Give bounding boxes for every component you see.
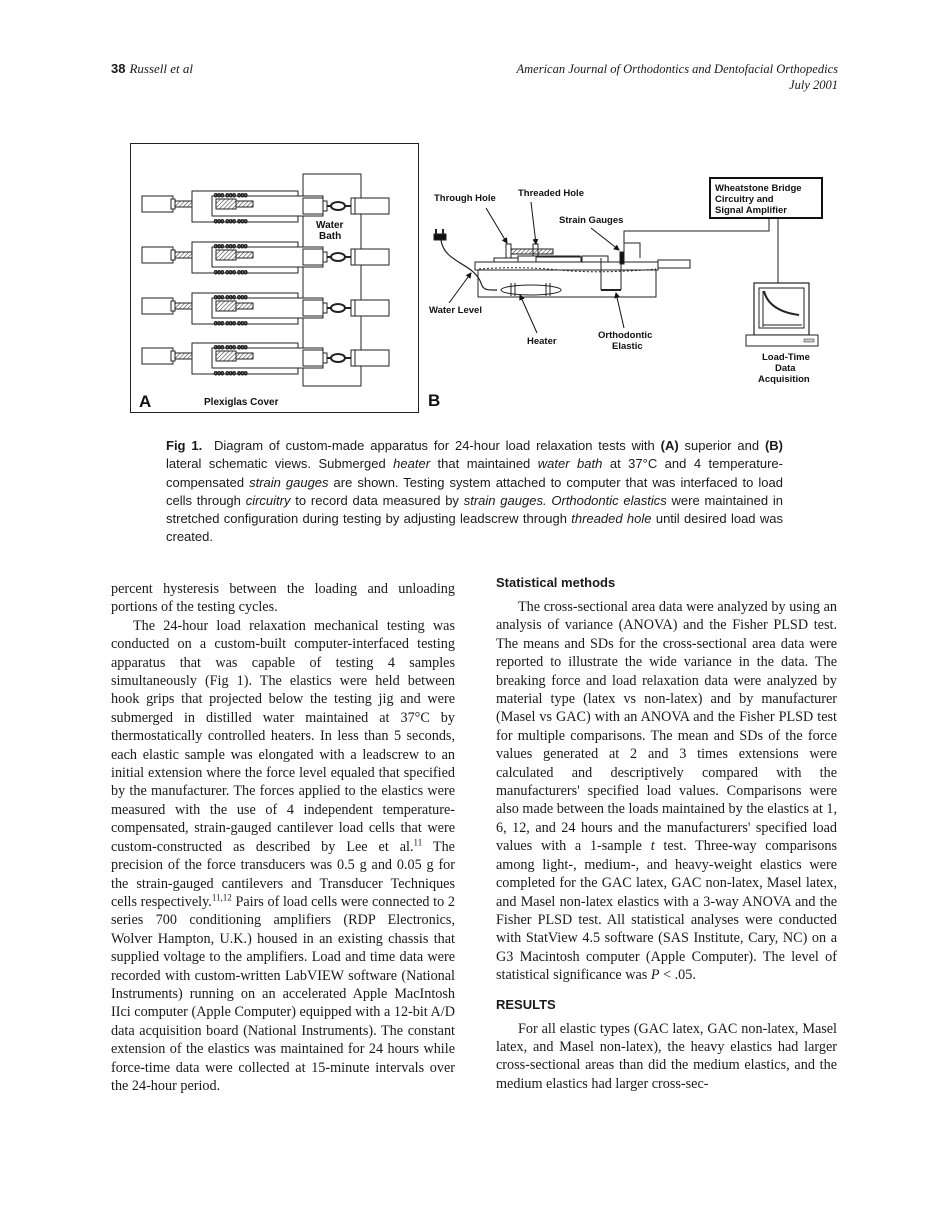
paragraph-text: The precision of the force transducers was 0.5 g and 0.05 g for the strain-gauged cantilevers and Transducer Techniques cells respectively. bbox=[111, 838, 455, 910]
water-bath-label-2: Bath bbox=[319, 231, 342, 242]
bridge-label-3: Signal Amplifier bbox=[715, 205, 787, 216]
daq-label-1: Load-Time bbox=[762, 352, 810, 363]
running-header-right bbox=[517, 61, 839, 93]
daq-label-3: Acquisition bbox=[758, 374, 810, 385]
heater-label: Heater bbox=[527, 336, 557, 347]
through-hole-label: Through Hole bbox=[434, 193, 496, 204]
daq-label-2: Data bbox=[775, 363, 796, 374]
caption-text: Diagram of custom-made apparatus for 24-hour load relaxation tests with bbox=[213, 438, 655, 453]
paragraph-load-relaxation bbox=[111, 617, 455, 1096]
caption-panel-b-ref: (B) bbox=[764, 438, 783, 453]
paragraph-text: The cross-sectional area data were analyzed by using an analysis of variance (ANOVA) and the Fisher PLSD test. The means and SDs for the cross-sectional area data were reported to illustrate the wide variance in the data. The breaking force and load relaxation data were analyzed by material type (latex vs non-latex) and by manufacturer (Masel vs GAC) with an ANOVA and the Fisher PLSD test for multiple comparisons. The mean and SDs of the force values generated at 2 and 3 times extensions were calculated and descriptively compared with the manufacturers' specified load values. Comparisons were also made between the loads maintained by the elastics at 1, 6, 12, and 24 hours and the manufacturers' specified load values with a 1-sample bbox=[496, 599, 837, 855]
orthodontic-elastic-label-1: Orthodontic bbox=[598, 330, 653, 341]
caption-panel-a-ref: (A) bbox=[660, 438, 679, 453]
authors: Russell et al bbox=[129, 61, 194, 76]
lateral-view-diagram bbox=[419, 143, 849, 413]
figure-label: Fig 1. bbox=[166, 438, 203, 453]
paragraph-text: The 24-hour load relaxation mechanical testing was conducted on a custom-built computer-interfaced testing apparatus that was capable of testing 4 samples simultaneously (Fig 1). The elastics were held between hook grips that projected below the testing jig and were submerged in distilled water maintained at 37°C by thermostatically controlled heaters. In less than 5 seconds, each elastic sample was elongated with a leadscrew to an initial extension where the force level equaled that specified by the manufacturer. The forces applied to the elastics were measured with the use of 4 independent temperature-compensated, strain-gauged cantilever load cells that were custom-constructed as described by Lee et al. bbox=[111, 617, 455, 855]
water-bath-label-1: Water bbox=[316, 220, 344, 231]
caption-text: to record data measured by bbox=[295, 492, 459, 508]
paragraph-text: test. Three-way comparisons among light-, medium-, and heavy-weight elastics were completed for the GAC latex, GAC non-latex, Masel latex, and Masel non-latex elastics with a 3-way ANOVA and the Fisher PLSD test. All statistical analyses were conducted with StatView 4.5 software (SAS Institute, Cary, NC) on a G3 Macintosh computer (Apple Computer). The level of statistical significance was bbox=[496, 838, 837, 984]
caption-term: threaded hole bbox=[571, 511, 652, 527]
threaded-hole-label: Threaded Hole bbox=[518, 188, 584, 199]
water-level-label: Water Level bbox=[429, 305, 482, 316]
paragraph-text: Pairs of load cells were connected to 2 series 700 conditioning amplifiers (RDP Electronics, Wolver Hampton, U.K.) housed in an existing chassis that supplied voltage to the amplifiers. Load and time data were recorded with custom-written LabVIEW software (National Instruments) running on an accelerated Apple MacIntosh IIci computer (Apple Computer) equipped with a 12-bit A/D data acquisition board (National Instruments). The constant extension of the elastics was maintained for 24 hours while force-time data were collected at 15-minute intervals over the 24-hour period. bbox=[111, 893, 455, 1094]
paragraph-statistical-methods bbox=[496, 598, 837, 985]
figure-caption bbox=[166, 437, 783, 547]
bridge-label-1: Wheatstone Bridge bbox=[715, 183, 802, 194]
plexiglas-cover-label: Plexiglas Cover bbox=[204, 397, 279, 408]
running-header-left bbox=[111, 61, 193, 77]
caption-term: strain gauges bbox=[249, 474, 329, 490]
caption-text: are shown. Testing system attached to computer that was interfaced to load cells through bbox=[166, 474, 783, 508]
computer-icon bbox=[746, 283, 818, 346]
caption-text: that maintained bbox=[437, 456, 531, 472]
body-column-left bbox=[111, 580, 455, 1095]
panel-a-letter: A bbox=[139, 392, 152, 411]
figure-panel-b bbox=[419, 143, 849, 413]
caption-term: strain gauges. bbox=[463, 492, 547, 508]
issue-date: July 2001 bbox=[789, 78, 838, 92]
caption-text: until desired load was created. bbox=[166, 511, 783, 545]
panel-b-letter: B bbox=[428, 391, 441, 410]
body-column-right bbox=[496, 575, 837, 1093]
svg-text:ooo ooo ooo: ooo ooo ooo bbox=[214, 193, 248, 199]
caption-term: circuitry bbox=[245, 492, 291, 508]
superior-view-diagram bbox=[131, 144, 418, 412]
bridge-label-2: Circuitry and bbox=[715, 194, 774, 205]
italic-term: P bbox=[650, 967, 660, 984]
strain-gauges-label: Strain Gauges bbox=[559, 215, 624, 226]
citation: 11 bbox=[413, 836, 423, 847]
section-heading-statistical-methods: Statistical methods bbox=[496, 575, 616, 590]
orthodontic-elastic-label-2: Elastic bbox=[612, 341, 643, 352]
caption-term: Orthodontic elastics bbox=[551, 492, 667, 508]
paragraph-text: < .05. bbox=[659, 967, 696, 984]
section-heading-results: RESULTS bbox=[496, 996, 556, 1012]
page-number: 38 bbox=[111, 61, 126, 76]
journal-title: American Journal of Orthodontics and Dentofacial Orthopedics bbox=[516, 62, 838, 76]
figure-panel-a bbox=[130, 143, 419, 413]
caption-text: lateral schematic views. Submerged bbox=[166, 456, 386, 472]
paragraph-results: For all elastic types (GAC latex, GAC non-latex, Masel latex, and Masel non-latex), the heavy elastics had larger cross-sectional areas than did the medium elastics, and the medium elastics had larger cross-sec- bbox=[496, 1020, 837, 1092]
citation: 11,12 bbox=[211, 892, 232, 903]
caption-text: at 37°C and 4 temperature-compensated bbox=[166, 456, 783, 490]
paragraph: percent hysteresis between the loading and unloading portions of the testing cycles. bbox=[111, 581, 455, 616]
italic-term: t bbox=[650, 838, 655, 855]
caption-term: water bath bbox=[537, 456, 603, 472]
svg-text:ooo ooo ooo: ooo ooo ooo bbox=[214, 219, 248, 225]
caption-text: superior and bbox=[684, 438, 760, 453]
caption-text: were maintained in stretched configuration during testing by adjusting leadscrew through bbox=[166, 492, 783, 527]
caption-term: heater bbox=[393, 456, 431, 472]
